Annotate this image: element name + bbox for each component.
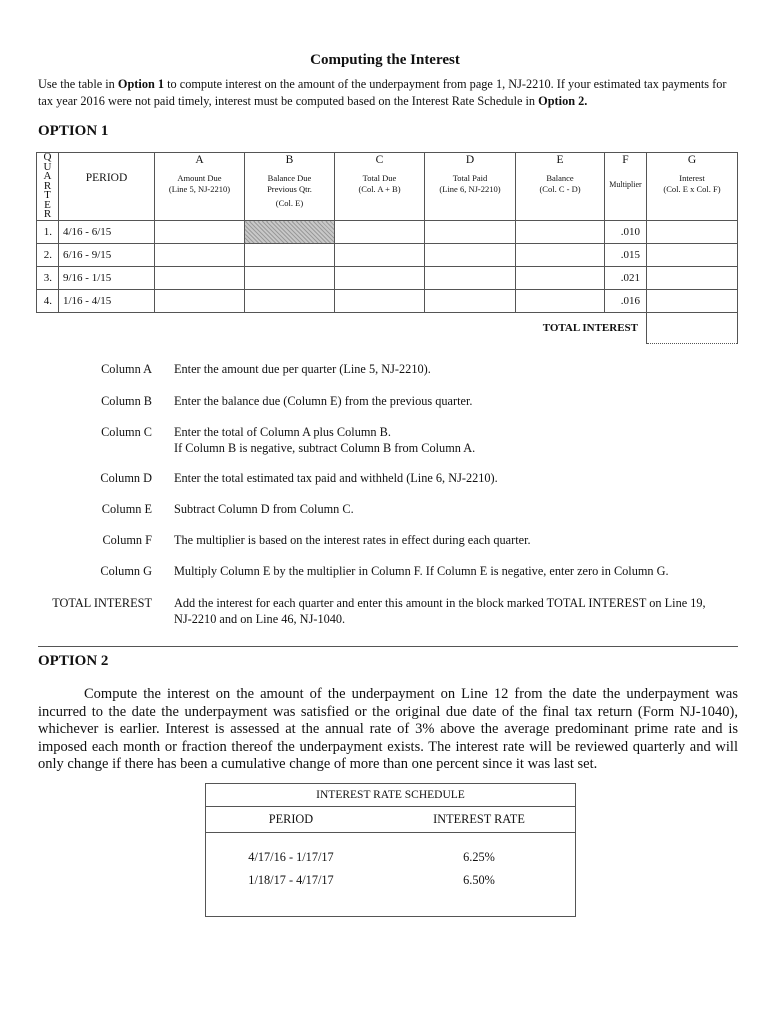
total-due-field[interactable] [335, 244, 425, 267]
table-row [37, 244, 738, 267]
option2-paragraph: Compute the interest on the amount of the underpayment on Line 12 from the date the underpayment was incurred to the date the underpayment was satisfied or the original due date of the final tax return (Form NJ-1040), whichever is earlier. Interest is assessed at the annual rate of 3% above the average predominant prime rate and is imposed each month or fraction thereof the underpayment exists. The interest rate will be reviewed quarterly and will only change if there has been a cumulative change of more than one percent since it was last set. [38, 686, 738, 772]
quarter-header [37, 153, 59, 221]
balance-field[interactable] [516, 221, 605, 244]
table-row [37, 221, 738, 244]
table-row [37, 290, 738, 313]
balance-field[interactable] [516, 267, 605, 290]
amount-due-field[interactable] [155, 244, 245, 267]
option2-heading: OPTION 2 [38, 653, 109, 669]
quarter-number: 3. [37, 267, 59, 290]
schedule-rate-cell: 6.50% [463, 873, 495, 887]
quarter-number: 2. [37, 244, 59, 267]
option1-heading: OPTION 1 [38, 123, 109, 139]
table-row [37, 267, 738, 290]
total-due-field[interactable] [335, 221, 425, 244]
total-interest-field[interactable] [647, 313, 738, 344]
schedule-title: INTEREST RATE SCHEDULE [206, 784, 575, 807]
intro-paragraph [38, 76, 738, 110]
interest-field[interactable] [647, 290, 738, 313]
quarter-letter: T [44, 189, 51, 201]
multiplier-cell: .021 [605, 267, 647, 290]
period-cell: 9/16 - 1/15 [59, 267, 155, 290]
multiplier-cell: .016 [605, 290, 647, 313]
interest-field[interactable] [647, 244, 738, 267]
balance-due-field[interactable] [245, 244, 335, 267]
column-a-header: A Amount Due (Line 5, NJ-2210) [155, 153, 245, 221]
balance-due-field[interactable] [245, 290, 335, 313]
multiplier-cell: .010 [605, 221, 647, 244]
column-g-header: G Interest (Col. E x Col. F) [647, 153, 738, 221]
quarter-letter: U [43, 160, 52, 173]
balance-field[interactable] [516, 290, 605, 313]
schedule-rate-cell: 6.25% [463, 850, 495, 864]
quarter-letter: E [44, 198, 51, 211]
intro-text-2: to compute interest on the amount of the underpayment from page 1, NJ-2210. If your estimated tax payments for tax year 2016 were not paid timely, interest must be computed based on the Interest Rate Schedule in [38, 77, 727, 108]
multiplier-cell: .015 [605, 244, 647, 267]
period-cell: 4/16 - 6/15 [59, 221, 155, 244]
total-paid-field[interactable] [425, 244, 516, 267]
section-divider [38, 646, 738, 647]
balance-field[interactable] [516, 244, 605, 267]
intro-bold-option2: Option 2. [538, 94, 588, 108]
schedule-period-cell: 1/18/17 - 4/17/17 [248, 873, 334, 887]
schedule-rate-header: INTEREST RATE [433, 812, 525, 826]
total-due-field[interactable] [335, 290, 425, 313]
total-row [37, 313, 738, 344]
amount-due-field[interactable] [155, 267, 245, 290]
amount-due-field[interactable] [155, 290, 245, 313]
page-title: Computing the Interest [310, 52, 460, 68]
column-d-header: D Total Paid (Line 6, NJ-2210) [425, 153, 516, 221]
period-cell: 6/16 - 9/15 [59, 244, 155, 267]
option1-table [36, 152, 738, 344]
total-paid-field[interactable] [425, 221, 516, 244]
column-c-header: C Total Due (Col. A + B) [335, 153, 425, 221]
schedule-period-header: PERIOD [268, 812, 314, 826]
balance-due-field[interactable] [245, 267, 335, 290]
quarter-number: 1. [37, 221, 59, 244]
period-header: PERIOD [59, 153, 155, 221]
interest-field[interactable] [647, 221, 738, 244]
quarter-letter: Q [43, 151, 52, 163]
intro-text-1: Use the table in [38, 77, 118, 91]
total-paid-field[interactable] [425, 267, 516, 290]
quarter-number: 4. [37, 290, 59, 313]
quarter-letter: R [43, 208, 52, 220]
intro-bold-option1: Option 1 [117, 77, 165, 91]
schedule-period-cell: 4/17/16 - 1/17/17 [248, 850, 334, 864]
schedule-header-rule [206, 832, 575, 833]
amount-due-field[interactable] [155, 221, 245, 244]
total-interest-label: TOTAL INTEREST [542, 322, 638, 335]
quarter-letter: R [43, 179, 52, 192]
interest-field[interactable] [647, 267, 738, 290]
column-b-header: B Balance Due Previous Qtr. (Col. E) [245, 153, 335, 221]
column-e-header: E Balance (Col. C - D) [516, 153, 605, 221]
total-paid-field[interactable] [425, 290, 516, 313]
column-f-header: F Multiplier [605, 153, 647, 221]
total-due-field[interactable] [335, 267, 425, 290]
period-cell: 1/16 - 4/15 [59, 290, 155, 313]
interest-rate-schedule [205, 783, 576, 917]
quarter-letter: A [43, 170, 52, 182]
balance-due-shaded [245, 221, 335, 244]
